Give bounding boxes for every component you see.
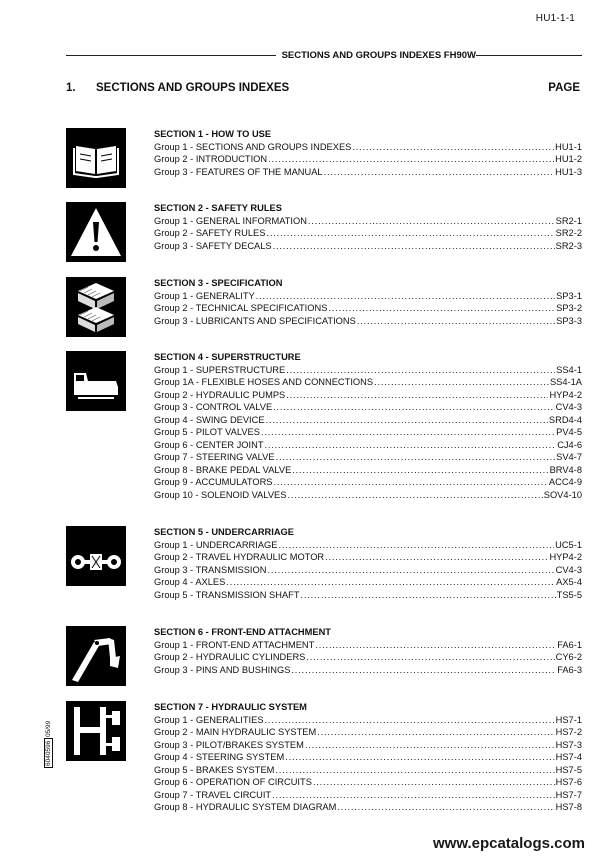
group-entry[interactable] [154,414,582,427]
leader-dots [261,426,555,439]
group-page: PV4-5 [556,427,582,437]
document-code-vertical [44,720,58,768]
leader-dots [273,401,555,414]
group-page: FA6-3 [557,664,582,675]
group-label: Group 5 - PILOT VALVES [154,427,260,437]
group-entry[interactable] [154,489,582,502]
group-label: Group 1 - GENERALITY [154,290,255,301]
group-entry[interactable] [154,664,582,677]
group-label: Group 2 - INTRODUCTION [154,154,268,164]
group-label: Group 1 - UNDERCARRIAGE [154,539,278,550]
group-label: Group 9 - ACCUMULATORS [154,477,273,487]
group-label: Group 7 - TRAVEL CIRCUIT [154,789,272,800]
group-label: Group 2 - SAFETY RULES [154,228,266,238]
group-page: SP3-2 [556,303,582,313]
leader-dots [265,439,557,452]
leader-dots [273,240,555,253]
group-entry[interactable] [154,751,582,764]
leader-dots [352,141,554,154]
group-label: Group 2 - HYDRAULIC CYLINDERS [154,652,306,662]
group-entry[interactable] [154,714,582,727]
group-page: HU1-2 [555,154,582,164]
leader-dots [374,376,549,389]
group-label: Group 5 - BRAKES SYSTEM [154,764,275,775]
warning-triangle-icon [66,202,126,262]
leader-dots [287,489,542,502]
group-page: SOV4-10 [543,489,582,500]
group-page: SRD4-4 [548,414,582,425]
group-label: Group 1 - SECTIONS AND GROUPS INDEXES [154,141,352,152]
group-entry[interactable] [154,401,582,414]
group-entry[interactable] [154,290,582,303]
group-label: Group 10 - SOLENOID VALVES [154,489,287,500]
group-page: UC5-1 [555,539,582,550]
section-title: SECTION 7 - HYDRAULIC SYSTEM [154,702,307,712]
group-entry[interactable] [154,789,582,802]
leader-dots [286,389,548,402]
leader-dots [226,576,555,589]
group-entry[interactable] [154,551,582,564]
specification-cubes-icon [66,277,126,337]
group-entry[interactable] [154,764,582,777]
group-page: CJ4-6 [557,439,582,450]
group-page: SR2-3 [555,240,582,251]
group-page: HYP4-2 [549,389,582,400]
group-label: Group 5 - TRANSMISSION SHAFT [154,589,300,600]
group-page: SP3-1 [556,290,582,301]
section-title: SECTION 5 - UNDERCARRIAGE [154,527,294,537]
leader-dots [306,651,554,664]
group-entry[interactable] [154,801,582,814]
group-entry[interactable] [154,153,582,166]
group-entry[interactable] [154,439,582,452]
group-label: Group 8 - BRAKE PEDAL VALVE [154,464,292,475]
group-label: Group 1A - FLEXIBLE HOSES AND CONNECTIONS [154,377,374,387]
group-entry[interactable] [154,315,582,328]
leader-dots [266,227,554,240]
section-entries [154,128,582,178]
section-title: SECTION 3 - SPECIFICATION [154,278,283,288]
group-entry[interactable] [154,451,582,464]
section-title: SECTION 4 - SUPERSTRUCTURE [154,352,301,362]
group-page: ACC4-9 [548,477,582,487]
section-title: SECTION 2 - SAFETY RULES [154,203,282,213]
superstructure-icon [66,351,126,411]
group-label: Group 4 - STEERING SYSTEM [154,752,285,762]
header-title: SECTIONS AND GROUPS INDEXES FH90W [276,50,476,61]
leader-dots [305,739,555,752]
leader-dots [285,751,554,764]
group-entry[interactable] [154,215,582,228]
group-entry[interactable] [154,166,582,179]
chapter-title: SECTIONS AND GROUPS INDEXES [96,82,290,94]
group-label: Group 3 - FEATURES OF THE MANUAL [154,166,323,177]
group-label: Group 2 - TECHNICAL SPECIFICATIONS [154,303,328,313]
leader-dots [256,290,555,303]
group-entry[interactable] [154,240,582,253]
section-title: SECTION 6 - FRONT-END ATTACHMENT [154,627,331,637]
leader-dots [272,789,555,802]
group-page: SS4-1 [556,364,582,375]
group-entry[interactable] [154,589,582,602]
section-entries [154,626,582,676]
leader-dots [266,414,548,427]
group-label: Group 3 - TRANSMISSION [154,564,267,575]
footer-watermark-url[interactable]: www.epcatalogs.com [433,835,585,852]
group-label: Group 1 - SUPERSTRUCTURE [154,364,286,375]
group-entry[interactable] [154,464,582,477]
leader-dots [313,776,555,789]
group-label: Group 6 - OPERATION OF CIRCUITS [154,777,312,787]
leader-dots [301,589,556,602]
group-page: CV4-3 [555,564,582,575]
page-column-label: PAGE [548,82,580,94]
group-page: HS7-7 [555,789,582,800]
leader-dots [286,364,555,377]
group-page: SP3-3 [556,315,582,326]
group-page: HYP4-2 [549,552,582,562]
group-entry[interactable] [154,576,582,589]
page-code: HU1-1-1 [535,13,575,24]
leader-dots [292,464,548,477]
group-entry[interactable] [154,364,582,377]
group-page: SS4-1A [549,377,582,387]
group-entry[interactable] [154,726,582,739]
group-entry[interactable] [154,376,582,389]
group-entry[interactable] [154,651,582,664]
undercarriage-axle-icon [66,526,126,586]
group-page: SV4-7 [556,452,582,462]
group-page: HS7-2 [555,727,582,737]
group-page: AX5-4 [556,577,582,587]
group-entry[interactable] [154,639,582,652]
group-entry[interactable] [154,776,582,789]
group-page: HU1-3 [555,166,582,177]
leader-dots [265,714,555,727]
leader-dots [278,539,554,552]
group-label: Group 3 - PINS AND BUSHINGS [154,664,291,675]
group-entry[interactable] [154,476,582,489]
hydraulic-circuit-icon [66,701,126,761]
document-date: 05/99 [45,720,52,737]
leader-dots [317,726,554,739]
section-entries [154,351,582,501]
group-label: Group 2 - MAIN HYDRAULIC SYSTEM [154,727,317,737]
group-label: Group 1 - FRONT-END ATTACHMENT [154,639,315,650]
group-page: HS7-4 [555,752,582,762]
group-page: HS7-5 [555,764,582,775]
leader-dots [357,315,555,328]
group-label: Group 3 - SAFETY DECALS [154,240,272,251]
group-page: HU1-1 [555,141,582,152]
group-page: BRV4-8 [549,464,582,475]
group-page: HS7-6 [555,777,582,787]
section-title: SECTION 1 - HOW TO USE [154,129,272,139]
group-label: Group 6 - CENTER JOINT [154,439,264,450]
group-entry[interactable] [154,141,582,154]
group-page: SR2-1 [555,215,582,226]
group-page: CV4-3 [555,402,582,412]
group-page: CY6-2 [555,652,582,662]
group-label: Group 8 - HYDRAULIC SYSTEM DIAGRAM [154,802,337,812]
group-label: Group 1 - GENERALITIES [154,714,264,725]
group-page: TS5-5 [556,589,582,600]
group-entry[interactable] [154,227,582,240]
document-code-box: 6040596 [45,740,52,766]
group-page: HS7-3 [555,739,582,750]
group-label: Group 1 - GENERAL INFORMATION [154,215,307,226]
group-page: SR2-2 [555,228,582,238]
group-label: Group 4 - SWING DEVICE [154,414,265,425]
section-entries [154,526,582,601]
group-label: Group 2 - HYDRAULIC PUMPS [154,389,286,400]
leader-dots [337,801,554,814]
section-entries [154,701,582,814]
leader-dots [267,564,554,577]
group-entry[interactable] [154,739,582,752]
group-label: Group 3 - CONTROL VALVE [154,402,273,412]
leader-dots [276,451,556,464]
group-page: FA6-1 [557,639,582,650]
leader-dots [328,302,555,315]
excavator-arm-icon [66,626,126,686]
section-entries [154,277,582,327]
group-label: Group 3 - LUBRICANTS AND SPECIFICATIONS [154,315,356,326]
group-entry[interactable] [154,389,582,402]
leader-dots [308,215,555,228]
group-page: HS7-1 [555,714,582,725]
leader-dots [315,639,556,652]
group-entry[interactable] [154,302,582,315]
chapter-number: 1. [66,82,76,94]
group-entry[interactable] [154,426,582,439]
leader-dots [275,764,554,777]
leader-dots [291,664,556,677]
group-label: Group 4 - AXLES [154,577,226,587]
group-entry[interactable] [154,539,582,552]
section-entries [154,202,582,252]
leader-dots [325,551,548,564]
group-entry[interactable] [154,564,582,577]
group-label: Group 2 - TRAVEL HYDRAULIC MOTOR [154,552,325,562]
book-icon [66,128,126,188]
group-label: Group 3 - PILOT/BRAKES SYSTEM [154,739,304,750]
leader-dots [324,166,555,179]
leader-dots [273,476,547,489]
group-page: HS7-8 [555,802,582,812]
leader-dots [268,153,554,166]
group-label: Group 7 - STEERING VALVE [154,452,275,462]
